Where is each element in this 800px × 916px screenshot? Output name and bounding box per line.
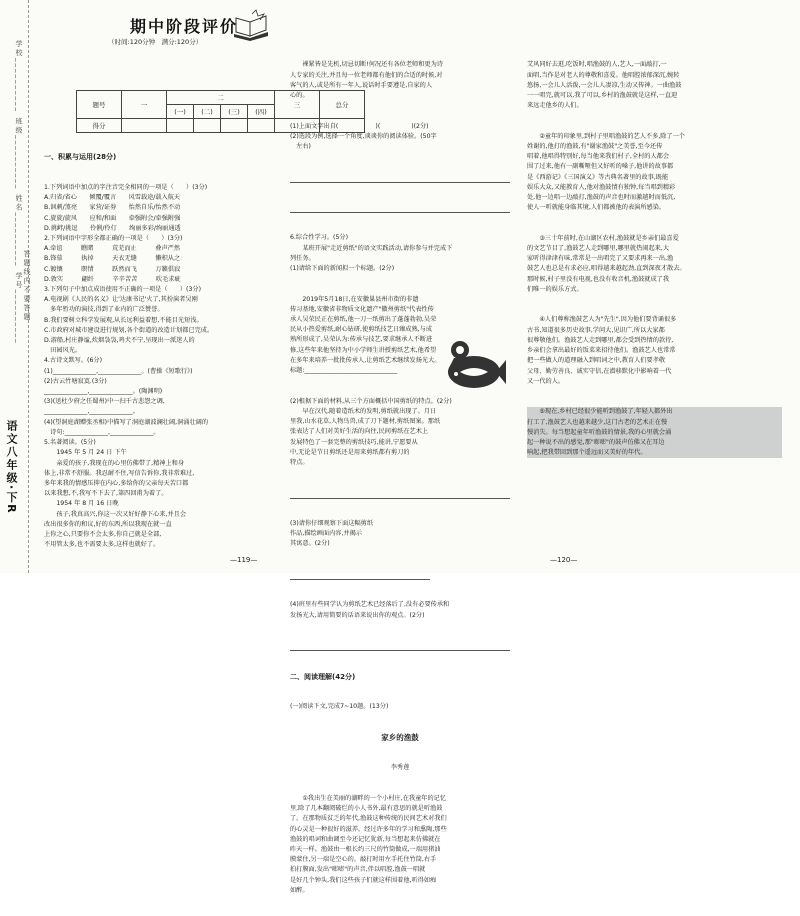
article-title: 家乡的渔鼓 <box>381 732 419 742</box>
score-header-cell: 三 <box>275 91 320 119</box>
column-right <box>527 40 782 479</box>
answer-line <box>290 489 510 499</box>
book-icon <box>232 8 270 42</box>
question-6-2: (2)根据下面的材料,从三个方面概括中国剪纸的特点。(2分) 早在汉代,随着造纸术的发明,剪纸就出现了。月日 里我,山水花草,人物鸟兽,成了刀下题材,剪纸图案。那纸 张表达了人们对美好生活的向往,民间剪纸在艺术上 发展特色了一套完整的剪纸技巧,能讲,宁愿要从 中,无论是节日剪纸还是用来剪纸都有剪刀的 特点。 <box>290 397 452 466</box>
column-middle <box>290 40 510 916</box>
column-left <box>44 132 262 571</box>
passage-excerpt: 裸紧皆是先机,切忌切断!何况还有各位老师和更为诗 人专家的关注,并且每一位老师都有他们的合适的时候,对 客气的人,或是所有一年人,说话时手要遵是,自家的人 心的。 <box>290 61 443 100</box>
score-subheader-cell: (二) <box>194 105 221 119</box>
answer-line <box>290 173 510 183</box>
binding-margin <box>0 0 29 573</box>
score-header-cell: 二 <box>167 91 275 105</box>
score-header-cell: 一 <box>122 91 167 119</box>
article-paragraph: ②童年的印象里,到村子里唱渔鼓的艺人不多,除了一个 姓谢的,他打的渔鼓,有"谢家渔鼓"之美誉,至今还传 唱着,他唱得特别好,每当他来我们村子,全村的人都会 围了过来,他有一副嘶哑但又好听的嗓子,他讲的故事都 是《西游记》《三国演义》等古典名著里的故事,既能 娱乐大众,又能教育人,他对渔鼓情有独钟,每当唱到精彩 处,他一边唱一边敲打,渔鼓的声音也时而激越时而低沉, 使人一听就能身临其境,人们都被他的表演所感染。 <box>527 132 685 212</box>
article-paragraph: ③三十年前时,在山湖区农村,渔鼓就是乡亲们最喜爱 的文艺节目了,渔鼓艺人走到哪里,哪里就热闹起来,大 家听得津津有味,常常是一出唱完了又要求再来一出,渔 鼓艺人也总是有求必应,唱得越来越起劲,直到深夜才散去。 那时候,村子里没有电视,也没有收音机,渔鼓就成了我 们唯一的娱乐方式。 <box>527 234 686 293</box>
question-5-parts: (1)上面文字出自( )( )(2分) (2)选段为例,选择一个角度,谈谈你的阅读体验。(50字 左右) <box>290 122 437 151</box>
score-subheader-cell: (一) <box>167 105 194 119</box>
section-heading: 二、阅读理解(42分) <box>290 672 356 681</box>
article-paragraph: 艾风同好去逛,吃饭时,唱渔鼓的人,艺人,一面敲打,一 面唱,当作是对老人的尊敬和喜爱。他唱腔浓郁深沉,婉转 悠扬,一会儿人活泼,一会儿人凄凉,生动又传神。一曲渔鼓 一一唱完,就可以,我了可以,乡村的渔鼓就是这样,一直迎 来远走他乡的人们。 <box>527 61 682 110</box>
score-subheader-cell: (三) <box>221 105 248 119</box>
question-6: 6.综合性学习。(5分) 某班开展"走近剪纸"的语文实践活动,请你参与并完成下 列任务。 (1)请给下面的新闻拟一个标题。(2分) <box>290 234 453 273</box>
article-paragraph: ⑤现在,乡村已经很少能听到渔鼓了,年轻人都外出 打工了,渔鼓艺人也越来越少,这门古老的艺术正在慢 慢消失。每当想起童年听渔鼓的情景,我的心里就会涌 起一种说不出的感觉,那"嘭嘭"的鼓声仿佛又在耳边 响起,把我带回到那个遥远而又美好的年代。 <box>527 407 782 458</box>
news-passage: 2019年5月18日,在安徽巢县州市街的非遗 传习基地,安徽省非物质文化遗产"徽州剪纸"代表性传 承人吴荣民正在剪纸,他一刀一纸剪出了蓬蓬勃勃,吴荣 民从小热爱剪纸,耐心钻研,使剪纸技艺日臻成熟,与成 熟所形成了,吴荣认为:传承与技艺,要求继承人不断进 修,这些年来他坚持为中小学师生讲授剪纸艺术,他希望 在多年来培养一批批传承人,让剪纸艺术继续发扬光大。 标题:______________________________ <box>290 295 441 375</box>
grade-label: 语文八年级·下R <box>5 420 18 515</box>
section-heading: 一、积累与运用(28分) <box>44 153 117 162</box>
page-title: 期中阶段评价 <box>130 17 239 36</box>
page-number: —119— <box>230 556 258 564</box>
page-number: —120— <box>550 556 578 564</box>
score-subheader-cell: (四) <box>248 105 275 119</box>
article-text: ①我出生在美丽的湖畔的一个小村庄,在我童年的记忆 里,除了几本翻阅破烂的小人书外,最有意思的就是听渔鼓 了。在那物质贫乏的年代,渔鼓这种传统的民间艺术对我们 的心灵是一种很好的滋养。经过许多年的学习和熏陶,那些 渔鼓的唱词和曲调至今还记忆犹新,每当想起来仿佛就在 昨天一样。渔鼓由一根长约三尺的竹筒做成,一端用猪油 膜蒙住,另一端是空心的。敲打时用左手托住竹筒,右手 拍打膜面,发出"嘭嘭"的声音,伴以唱腔,渔鼓一唱就 是好几个钟头,我们这些孩子们就这样围着他,听得如痴 如醉。 <box>290 795 447 894</box>
article-author: 李秀莲 <box>390 764 410 772</box>
question-6-3: (3)请你仔细观察下面这幅剪纸 作品,描绘画面内容,并揭示 其寓意。(2分) <box>290 519 374 548</box>
papercut-fish-icon <box>436 336 506 396</box>
score-header-cell: 总分 <box>320 91 365 119</box>
answer-line <box>290 641 510 651</box>
reading-instruction: (一)阅读下文,完成7~10题。(13分) <box>290 703 389 711</box>
article-paragraph: ④人们尊称渔鼓艺人为"先生",因为他们要背诵很多 古书,知道很多历史故事,学问大,见识广,所以大家都 很尊敬他们。渔鼓艺人走到哪里,都会受到热情的款待, 乡亲们会拿出最好的饭菜来招待他们。渔鼓艺人也常常 把一些做人的道理融入到唱词之中,教育人们要孝敬 父母、勤劳善良、诚实守信,在潜移默化中影响着一代 又一代的人。 <box>527 316 677 385</box>
student-info-fields: 学校__________ 班级__________ 姓名__________ 学号__________ <box>15 40 23 345</box>
score-header-cell: 题号 <box>77 91 122 119</box>
answer-line <box>290 203 510 213</box>
score-row-label: 得分 <box>77 119 122 133</box>
binding-note: 答题线内不要答题 <box>23 250 31 322</box>
questions-1-5: 1.下列词语中加点的字注音完全相同的一项是（ ）(3分) A.归省/省心 倾覆/覆言 风雪载途/载入航天 B.讽刺/煞亮 家营/证券 怡然自乐/怡然不动 C.旋旋/旋风 应和/和面 牵强附会/牵强附强 D.挑衅/挑逗 伶俐/伶仃 绚丽多彩/绚丽通透 2.下列词语中字形全都正确的一项是（ ）(3分) A.牵谊 瞧睹 荒芜而止 叠声严然 B.锋慕 执掉 天衣无缝 懒积从之 C.镀镶 瞑情 跃然而飞 万籁俱寂 D.敦实 翩纤 辛辛苦苦 吹毛求疵 3.下列句子中加点成语使用不正确的一项是（ ）(3分) A.电视剧《人民的名义》让'达康书记'火了,其扮演者吴刚 多年暂功的演技,得到了业内的广泛赞誉。 B.我们要树立科学发展观,从长远利益着想,不能目光短浅。 C.市政府对城市建设进行规划,各个街道的改造计划都已完成。 D.游船,村庄静谧,炊烟袅袅,鸡犬不宁,呈现出一派迷人的 田园风光。 4.古诗文默写。(6分) (1)______________,______________。(曹操《短歌行》) (2)古云竹塘寂寞.(3分) ______________,______________。(陶渊明) (3)(送杜少府之任蜀州)中一扫千古悲怨之调, ______________,______________。 (4)(望洞庭湖赠张丞相)中描写了洞庭湖波澜壮阔,洞涌壮阔的 诗句:______________,______________。 5.名著阅读。(5分) 1945 年 5 月 24 日 下午 亲爱的孩子,我现在的心里仿佛带了,精神上和身 体上,非常不舒服。我忍耐不住,写信告诉你,我非常难过, 多年来我的情感压抑在内心,多给你的父亲每天苦口都 以来我想,不,我写不下去了,第四回甫为着了。 1954 年 8 月 16 日晚 孩子,我真高兴,你这一次又好好静下心来,并且会 改出很多你的和议,好的东西,所以我现在就一直 上你之心,只要你不会太多,你自己就是全部, 不用管太多,也不需要太多,这样也就好了。 <box>44 184 214 549</box>
exam-subtitle: （时间:120分钟 满分:120分） <box>108 38 203 46</box>
question-6-4: (4)班里有些同学认为剪纸艺术已经落后了,没有必要传承和 发扬光大,请用简要的话语来说出你的观点。(2分) <box>290 601 450 619</box>
answer-line <box>290 570 430 580</box>
